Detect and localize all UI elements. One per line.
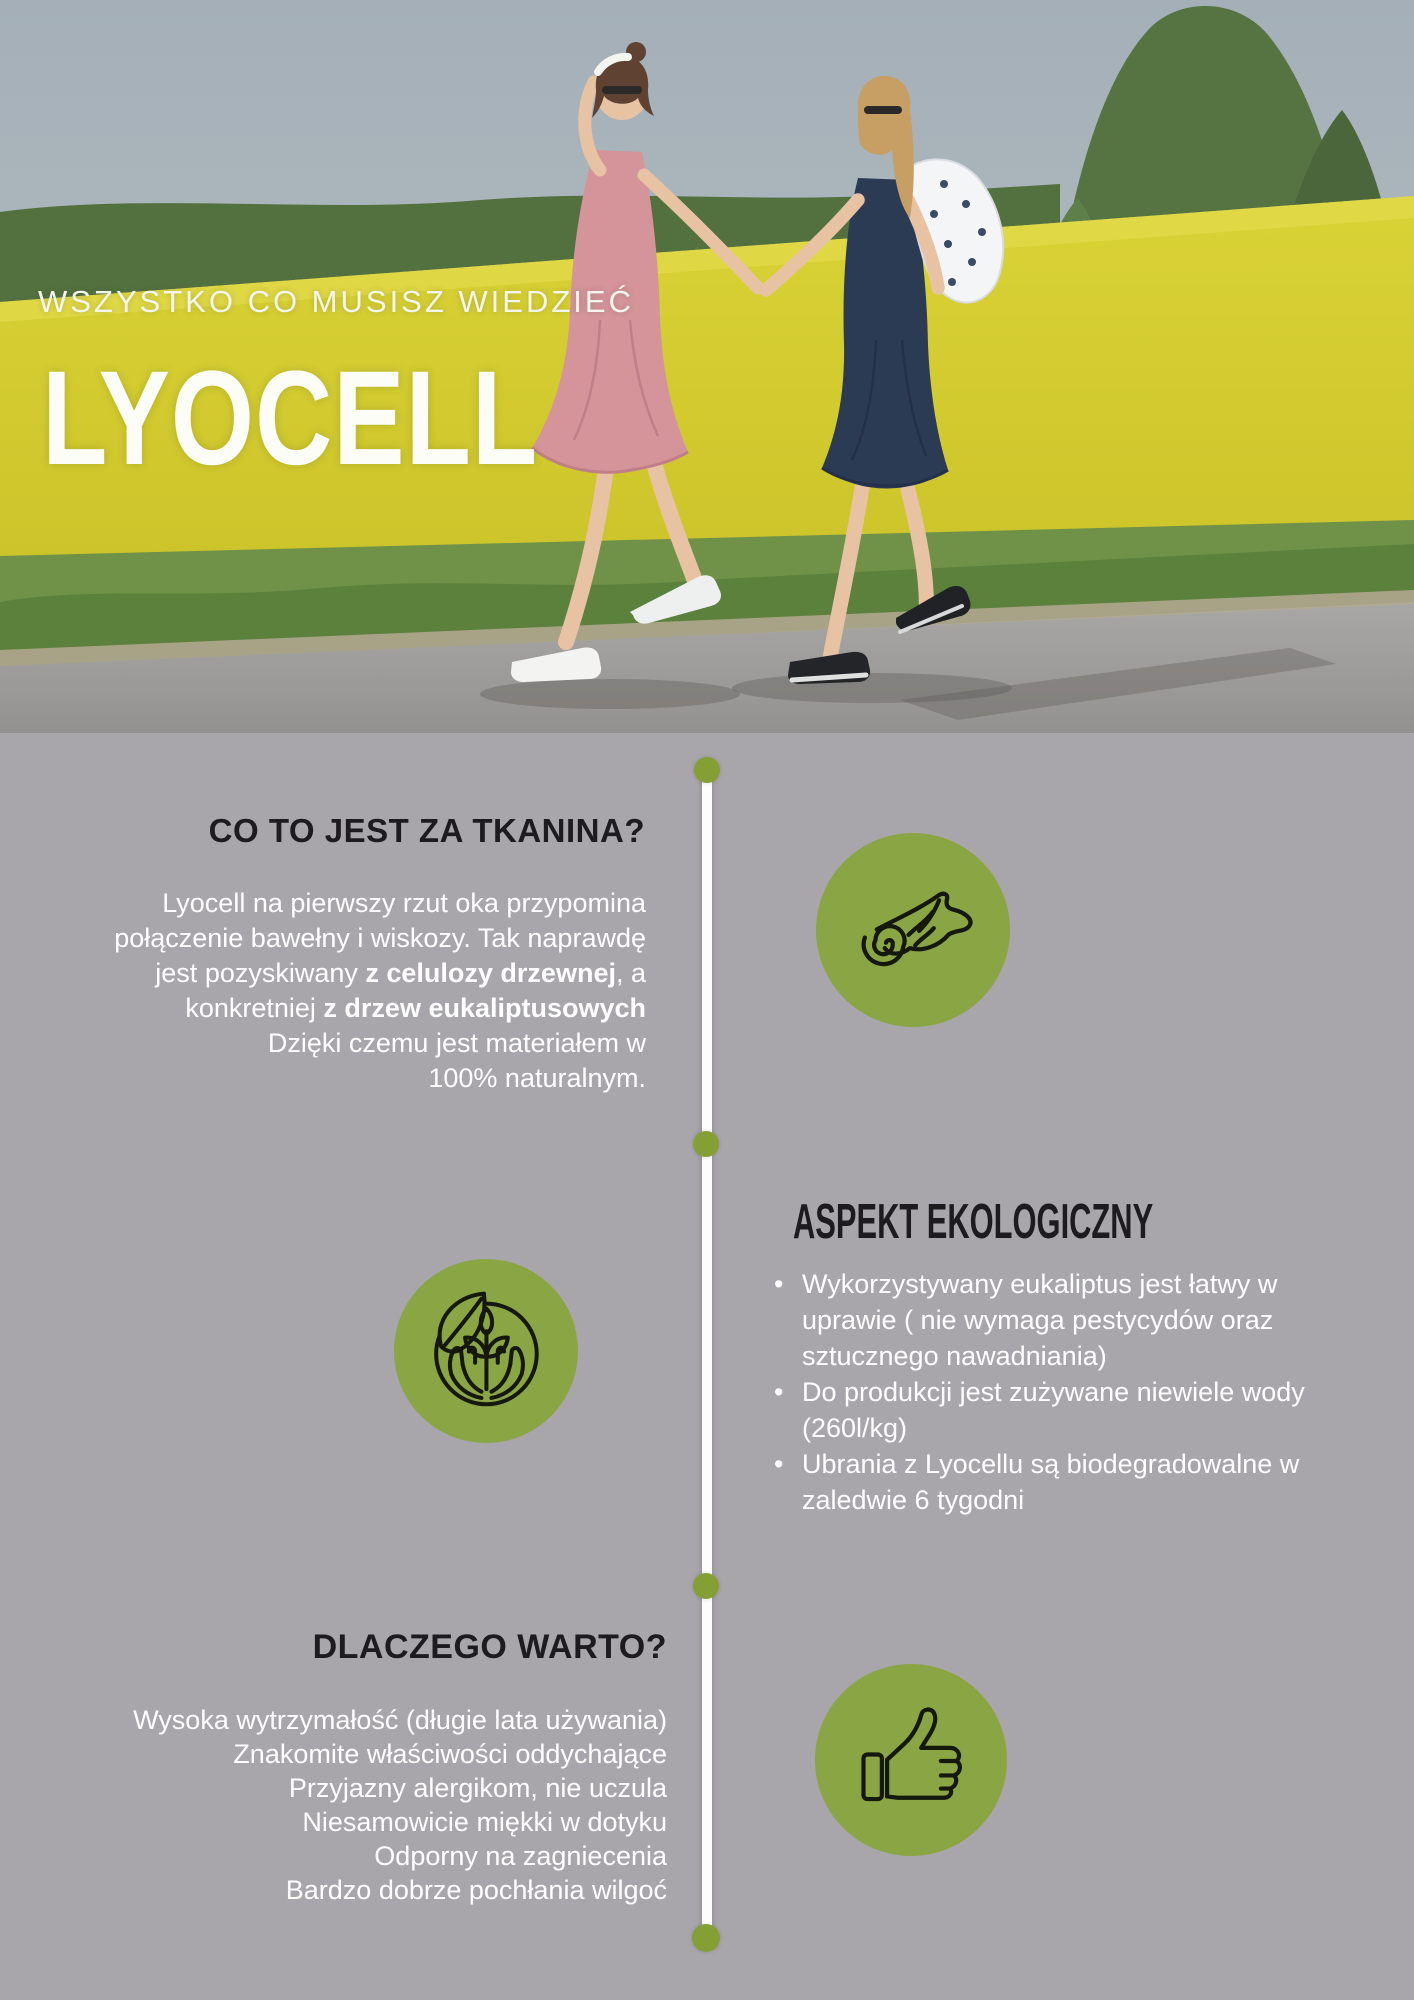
- why-list: Wysoka wytrzymałość (długie lata używania) Znakomite właściwości oddychające Przyjazny alergikom, nie uczula Niesamowicie miękki w dotyku Odporny na zagniecenia Bardzo dobrze pochłania wilgoć: [133, 1705, 667, 1905]
- section-heading-eco: ASPEKT EKOLOGICZNY: [793, 1195, 1154, 1249]
- fabric-roll-icon: [833, 850, 992, 1009]
- fabric-icon-circle: [816, 833, 1010, 1027]
- section-heading-fabric: CO TO JEST ZA TKANINA?: [208, 812, 645, 849]
- page-title: LYOCELL: [42, 344, 539, 493]
- list-item: • Ubrania z Lyocellu są biodegradowalne w zaledwie 6 tygodni: [772, 1446, 1357, 1518]
- section-heading-why: DLACZEGO WARTO?: [312, 1628, 667, 1666]
- eco-icon-circle: [394, 1259, 578, 1443]
- why-icon-circle: [815, 1664, 1007, 1856]
- timeline-dot-3: [693, 1573, 719, 1599]
- list-item: • Do produkcji jest zużywane niewiele wody (260l/kg): [772, 1374, 1357, 1446]
- eco-hands-icon: [411, 1276, 562, 1427]
- timeline-dot-4: [692, 1924, 720, 1952]
- list-item: • Wykorzystywany eukaliptus jest łatwy w uprawie ( nie wymaga pestycydów oraz sztucznego nawadniania): [772, 1266, 1357, 1374]
- timeline-dot-2: [693, 1131, 719, 1157]
- eco-bullet-list: [772, 1266, 1357, 1518]
- hero: [0, 0, 1414, 733]
- thumbs-up-icon: [832, 1681, 989, 1838]
- timeline-line: [702, 770, 712, 1938]
- hero-kicker: WSZYSTKO CO MUSISZ WIEDZIEĆ: [38, 284, 634, 319]
- shadow-left: [480, 679, 740, 709]
- timeline-dot-1: [694, 757, 720, 783]
- fabric-paragraph: Lyocell na pierwszy rzut oka przypomina połączenie bawełny i wiskozy. Tak naprawdę jest pozyskiwany z celulozy drzewnej, a konkretniej z drzew eukaliptusowych Dzięki czemu jest materiałem w 100% naturalnym.: [114, 888, 646, 1093]
